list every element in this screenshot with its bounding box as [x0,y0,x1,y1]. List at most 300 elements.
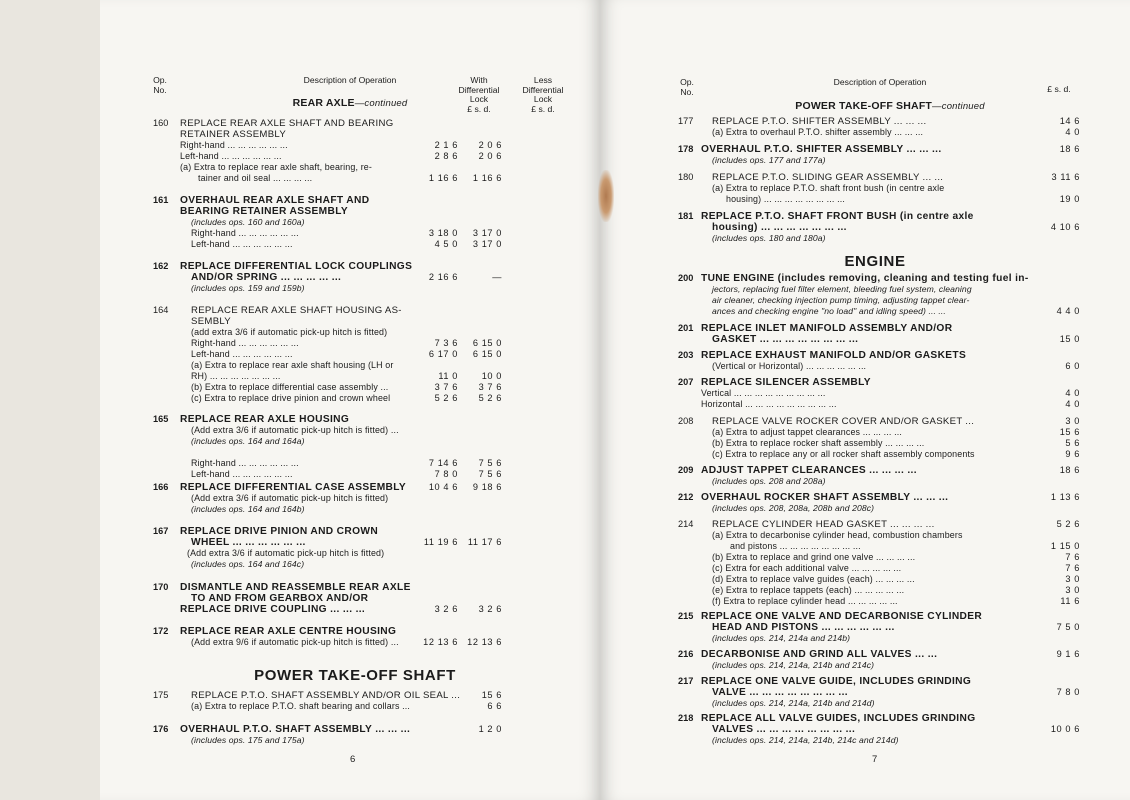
description-header: Description of Operation [303,75,397,85]
price-value: 3 0 [1065,585,1080,595]
op-description: (includes ops. 214, 214a and 214b) [712,633,851,643]
op-entry [153,195,553,250]
op-description: (add extra 3/6 if automatic pick-up hitch is fitted) [191,327,388,337]
price-value: 6 0 [1065,361,1080,371]
price-value: 1 2 0 [478,724,502,734]
price-value: 9 18 6 [472,482,502,492]
op-line [153,338,553,349]
op-description: (a) Extra to decarbonise cylinder head, combustion chambers [712,530,963,540]
op-entry [678,465,1098,487]
op-line [153,195,553,206]
op-description: REPLACE P.T.O. SHAFT FRONT BUSH (in centre axle [701,211,974,222]
price-value: 9 6 [1065,449,1080,459]
op-number: 215 [678,611,694,621]
op-line [678,172,1098,183]
op-entry [678,492,1098,514]
op-entry [153,482,553,515]
op-number: 167 [153,526,169,536]
page-number: 6 [350,754,356,765]
op-line [153,151,553,162]
op-description: ADJUST TAPPET CLEARANCES ... ... ... ... [701,465,917,476]
op-description: REPLACE REAR AXLE HOUSING [180,414,350,425]
op-line [153,382,553,393]
op-description: (a) Extra to replace P.T.O. shaft front bush (in centre axle [712,183,945,193]
op-entry [678,144,1098,166]
op-description: SEMBLY [191,316,232,327]
part-title-suffix: —continued [354,98,408,109]
op-line [678,449,1098,460]
op-line [153,217,553,228]
op-number: 175 [153,690,169,700]
price-value: 4 0 [1065,127,1080,137]
op-number: 176 [153,724,169,734]
op-line [153,469,553,480]
price-value: 6 15 0 [472,349,502,359]
op-entry [678,676,1098,709]
price-value: 11 0 [438,371,458,381]
op-description: (includes ops. 164 and 164c) [191,559,305,569]
price-value: 4 5 0 [434,239,458,249]
price-value: 3 11 6 [1051,172,1080,182]
op-description: VALVE ... ... ... ... ... ... ... ... [712,687,848,698]
op-description: Vertical ... ... ... ... ... ... ... ... ... [701,388,826,398]
op-description: REPLACE P.T.O. SHIFTER ASSEMBLY ... ... ... [712,116,927,127]
op-number: 181 [678,211,694,221]
op-line [678,585,1098,596]
price-value: 15 6 [1059,427,1080,437]
op-number: 165 [153,414,169,424]
op-description: (b) Extra to replace and grind one valve ... ... ... ... [712,552,916,562]
op-line [678,476,1098,487]
op-number: 212 [678,492,694,502]
price-value: 4 0 [1065,388,1080,398]
op-line [678,530,1098,541]
op-no-header: Op. No. [680,77,694,97]
price-value: 7 5 0 [1056,622,1080,632]
price-value: 2 16 6 [428,272,458,282]
op-line [678,676,1098,687]
op-line [678,388,1098,399]
op-line [678,660,1098,671]
op-description: (f) Extra to replace cylinder head ... ... ... ... ... [712,596,898,606]
op-description: ances and checking engine "no load" and idling speed) ... ... [712,306,946,316]
op-entry [153,582,553,615]
part-title [250,97,450,109]
op-description: Left-hand ... ... ... ... ... ... [191,239,293,249]
op-line [153,129,553,140]
op-description: (d) Extra to replace valve guides (each) ... ... ... ... [712,574,915,584]
op-entry [678,649,1098,671]
price-value: 10 0 6 [1050,724,1080,734]
op-description: REPLACE VALVE ROCKER COVER AND/OR GASKET ... [712,416,975,427]
op-description: OVERHAUL P.T.O. SHAFT ASSEMBLY ... ... ... [180,724,411,735]
op-number: 162 [153,261,169,271]
op-line [153,283,553,294]
price-value: 6 6 [487,701,502,711]
op-description: REPLACE DRIVE COUPLING ... ... ... [180,604,366,615]
op-number: 178 [678,144,694,154]
op-line [153,559,553,570]
price-value: 12 13 6 [423,637,458,647]
op-description: Right-hand ... ... ... ... ... ... [191,338,299,348]
op-entry [153,305,553,404]
op-number: 203 [678,350,694,360]
op-entry [678,416,1098,460]
op-description: WHEEL ... ... ... ... ... ... [191,537,306,548]
price-value: 1 15 0 [1050,541,1080,551]
op-entry [678,273,1098,317]
op-number: 216 [678,649,694,659]
op-line [153,537,553,548]
op-number: 180 [678,172,694,182]
op-description: REPLACE CYLINDER HEAD GASKET ... ... ... ... [712,519,935,530]
op-description: tainer and oil seal ... ... ... ... [198,173,313,183]
op-entry [153,626,553,648]
price-value: — [492,272,502,282]
op-line [678,222,1098,233]
op-entry [678,211,1098,244]
op-line [678,563,1098,574]
op-description: air cleaner, checking injection pump timing, adjusting tappet clear- [712,295,970,305]
price-value: 18 6 [1059,465,1080,475]
op-line [153,504,553,515]
op-description: REPLACE DIFFERENTIAL LOCK COUPLINGS [180,261,413,272]
op-entry [153,414,553,480]
op-description: REPLACE REAR AXLE CENTRE HOUSING [180,626,397,637]
op-description: (c) Extra to replace drive pinion and crown wheel [191,393,391,403]
op-number: 218 [678,713,694,723]
op-description: (includes ops. 214, 214a, 214b and 214d) [712,698,875,708]
op-description: (Vertical or Horizontal) ... ... ... ... ... ... [712,361,867,371]
price-value: 4 4 0 [1056,306,1080,316]
op-number: 201 [678,323,694,333]
op-description: Left-hand ... ... ... ... ... ... [191,349,293,359]
price-value: 3 17 0 [472,239,502,249]
op-line [153,582,553,593]
op-entry [678,519,1098,607]
op-line [153,637,553,648]
op-description: REPLACE P.T.O. SHAFT ASSEMBLY AND/OR OIL SEAL ... [191,690,461,701]
op-number: 164 [153,305,169,315]
price-value: 5 2 6 [1056,519,1080,529]
op-number: 214 [678,519,694,529]
op-description: REPLACE EXHAUST MANIFOLD AND/OR GASKETS [701,350,967,361]
op-line [153,316,553,327]
price-value: 7 6 [1065,563,1080,573]
op-description: (Add extra 9/6 if automatic pick-up hitch is fitted) ... [191,637,399,647]
part-title [750,100,1030,112]
op-line [678,465,1098,476]
op-line [153,701,553,712]
op-description: (includes ops. 208, 208a, 208b and 208c) [712,503,875,513]
page-number: 7 [872,754,878,765]
op-description: REPLACE ONE VALVE GUIDE, INCLUDES GRINDING [701,676,972,687]
price-header: £ s. d. [1047,84,1071,94]
op-line [678,492,1098,503]
op-description: jectors, replacing fuel filter element, bleeding fuel system, cleaning [712,284,972,294]
price-value: 3 2 6 [478,604,502,614]
op-line [678,183,1098,194]
price-value: 3 17 0 [472,228,502,238]
op-entry [678,323,1098,345]
price-value: 2 1 6 [434,140,458,150]
op-entry [153,118,553,184]
op-number: 200 [678,273,694,283]
op-line [153,425,553,436]
price-value: 15 0 [1059,334,1080,344]
op-description: (c) Extra to replace any or all rocker shaft assembly components [712,449,975,459]
part-title-suffix: —continued [932,101,985,112]
op-line [153,414,553,425]
price-value: 4 0 [1065,399,1080,409]
op-line [678,541,1098,552]
op-entry [153,724,553,746]
op-description: (a) Extra to replace P.T.O. shaft bearing and collars ... [191,701,411,711]
price-value: 1 16 6 [472,173,502,183]
op-line [153,393,553,404]
op-line [153,371,553,382]
op-line [678,273,1098,284]
op-description: REPLACE DRIVE PINION AND CROWN [180,526,379,537]
op-line [153,140,553,151]
op-entry [678,116,1098,138]
op-line [153,604,553,615]
price-value: 7 14 6 [428,458,458,468]
op-description: REPLACE REAR AXLE SHAFT HOUSING AS- [191,305,402,316]
price-value: 2 8 6 [434,151,458,161]
op-number: 207 [678,377,694,387]
price-value: 5 2 6 [434,393,458,403]
op-entry [678,611,1098,644]
op-description: REPLACE REAR AXLE SHAFT AND BEARING [180,118,394,129]
op-description: (b) Extra to replace rocker shaft assembly ... ... ... ... [712,438,925,448]
price-value: 3 18 0 [428,228,458,238]
op-line [153,458,553,469]
price-value: 15 6 [481,690,502,700]
op-description: (includes ops. 177 and 177a) [712,155,826,165]
op-description: Right-hand ... ... ... ... ... ... [191,228,299,238]
op-line [153,526,553,537]
op-line [678,399,1098,410]
op-line [153,349,553,360]
op-line [153,272,553,283]
op-description: Right-hand ... ... ... ... ... ... [180,140,288,150]
op-line [678,649,1098,660]
op-description: (includes ops. 160 and 160a) [191,217,305,227]
op-entry [153,261,553,294]
op-description: REPLACE SILENCER ASSEMBLY [701,377,871,388]
price-value: 19 0 [1059,194,1080,204]
description-header: Description of Operation [833,77,927,87]
op-description: (Add extra 3/6 if automatic pick-up hitch is fitted) [191,493,389,503]
price-value: 4 10 6 [1050,222,1080,232]
op-line [678,633,1098,644]
op-entry [678,172,1098,205]
op-number: 172 [153,626,169,636]
op-description: REPLACE ALL VALVE GUIDES, INCLUDES GRINDING [701,713,976,724]
op-line [678,323,1098,334]
price-value: 14 6 [1059,116,1080,126]
op-description: REPLACE INLET MANIFOLD ASSEMBLY AND/OR [701,323,953,334]
op-description: DISMANTLE AND REASSEMBLE REAR AXLE [180,582,411,593]
op-line [678,306,1098,317]
op-line [678,361,1098,372]
op-description: (includes ops. 164 and 164b) [191,504,305,514]
op-line [153,493,553,504]
price-value: 7 6 [1065,552,1080,562]
op-line [153,206,553,217]
op-line [678,377,1098,388]
price-value: 5 6 [1065,438,1080,448]
price-value: 3 0 [1065,574,1080,584]
op-description: HEAD AND PISTONS ... ... ... ... ... ... [712,622,895,633]
part-title-main: POWER TAKE-OFF SHAFT [795,100,933,112]
price-value: 10 0 [481,371,502,381]
op-line [678,574,1098,585]
price-value: 18 6 [1059,144,1080,154]
op-line [153,548,553,559]
op-number: 208 [678,416,694,426]
op-description: (Add extra 3/6 if automatic pick-up hitch is fitted) [187,548,385,558]
op-line [678,735,1098,746]
op-line [678,334,1098,345]
op-line [678,713,1098,724]
op-line [678,116,1098,127]
op-line [678,350,1098,361]
op-number: 209 [678,465,694,475]
op-description: GASKET ... ... ... ... ... ... ... ... [712,334,859,345]
op-number: 217 [678,676,694,686]
op-description: OVERHAUL ROCKER SHAFT ASSEMBLY ... ... ... [701,492,949,503]
op-number: 160 [153,118,169,128]
op-line [678,622,1098,633]
op-description: (a) Extra to overhaul P.T.O. shifter assembly ... ... ... [712,127,924,137]
op-number: 170 [153,582,169,592]
op-line [153,261,553,272]
op-line [153,162,553,173]
op-entry [678,377,1098,410]
with-lock-header: With Differential Lock £ s. d. [458,75,500,114]
op-description: (includes ops. 214, 214a, 214b, 214c and 214d) [712,735,899,745]
price-value: 11 6 [1060,596,1080,606]
price-value: 5 2 6 [478,393,502,403]
price-value: 7 5 6 [478,469,502,479]
op-line [678,144,1098,155]
op-description: BEARING RETAINER ASSEMBLY [180,206,348,217]
op-description: (a) Extra to replace rear axle shaft housing (LH or [191,360,394,370]
op-line [153,735,553,746]
op-line [678,155,1098,166]
op-line [678,194,1098,205]
op-description: Left-hand ... ... ... ... ... ... [180,151,282,161]
op-entry [153,526,553,570]
op-line [153,239,553,250]
op-line [678,438,1098,449]
op-description: REPLACE DIFFERENTIAL CASE ASSEMBLY [180,482,407,493]
op-line [678,295,1098,306]
price-value: 3 7 6 [478,382,502,392]
price-value: 10 4 6 [428,482,458,492]
op-line [153,228,553,239]
op-description: (b) Extra to replace differential case assembly ... [191,382,389,392]
op-description: (includes ops. 175 and 175a) [191,735,305,745]
price-value: 11 19 6 [423,537,458,547]
price-value: 2 0 6 [478,151,502,161]
price-value: 9 1 6 [1056,649,1080,659]
op-description: housing) ... ... ... ... ... ... ... ... [726,194,845,204]
op-line [678,233,1098,244]
price-value: 3 0 [1065,416,1080,426]
price-value: 2 0 6 [478,140,502,150]
price-value: 1 16 6 [428,173,458,183]
op-line [678,596,1098,607]
op-description: (includes ops. 208 and 208a) [712,476,826,486]
op-line [153,482,553,493]
price-value: 7 5 6 [478,458,502,468]
op-description: Right-hand ... ... ... ... ... ... [191,458,299,468]
price-value: 6 15 0 [472,338,502,348]
op-description: REPLACE ONE VALVE AND DECARBONISE CYLINDER [701,611,983,622]
op-line [153,690,553,701]
price-value: 7 8 0 [1056,687,1080,697]
part-title-main: REAR AXLE [292,97,355,109]
section-title: ENGINE [844,253,906,270]
op-description: (c) Extra for each additional valve ... ... ... ... ... [712,563,902,573]
left-page [100,0,600,800]
page-stain [598,170,614,222]
op-line [153,447,553,458]
op-line [153,327,553,338]
op-line [678,211,1098,222]
right-page [600,0,1130,800]
op-description: Horizontal ... ... ... ... ... ... ... ... ... [701,399,837,409]
price-value: 6 17 0 [428,349,458,359]
op-description: Left-hand ... ... ... ... ... ... [191,469,293,479]
less-lock-header: Less Differential Lock £ s. d. [522,75,564,114]
price-value: 3 7 6 [434,382,458,392]
price-value: 7 3 6 [434,338,458,348]
op-line [678,127,1098,138]
op-description: (includes ops. 214, 214a, 214b and 214c) [712,660,875,670]
op-description: REPLACE P.T.O. SLIDING GEAR ASSEMBLY ... ... [712,172,944,183]
op-number: 166 [153,482,169,492]
op-line [678,284,1098,295]
op-description: RH) ... ... ... ... ... ... ... [191,371,281,381]
op-line [153,626,553,637]
op-entry [678,350,1098,372]
op-line [153,305,553,316]
op-description: OVERHAUL REAR AXLE SHAFT AND [180,195,370,206]
op-description: TO AND FROM GEARBOX AND/OR [191,593,369,604]
op-description: (includes ops. 164 and 164a) [191,436,305,446]
op-description: (a) Extra to replace rear axle shaft, bearing, re- [180,162,372,172]
price-value: 11 17 6 [467,537,502,547]
op-description: (a) Extra to adjust tappet clearances ... ... ... ... [712,427,902,437]
op-description: RETAINER ASSEMBLY [180,129,287,140]
op-description: DECARBONISE AND GRIND ALL VALVES ... ... [701,649,938,660]
section-title: POWER TAKE-OFF SHAFT [254,667,456,684]
op-line [678,503,1098,514]
op-number: 161 [153,195,169,205]
op-description: (Add extra 3/6 if automatic pick-up hitch is fitted) ... [191,425,399,435]
op-line [678,427,1098,438]
op-description: housing) ... ... ... ... ... ... ... [712,222,847,233]
op-line [153,173,553,184]
op-description: (includes ops. 159 and 159b) [191,283,305,293]
op-line [678,687,1098,698]
op-description: and pistons ... ... ... ... ... ... ... ... [730,541,861,551]
price-value: 3 2 6 [434,604,458,614]
